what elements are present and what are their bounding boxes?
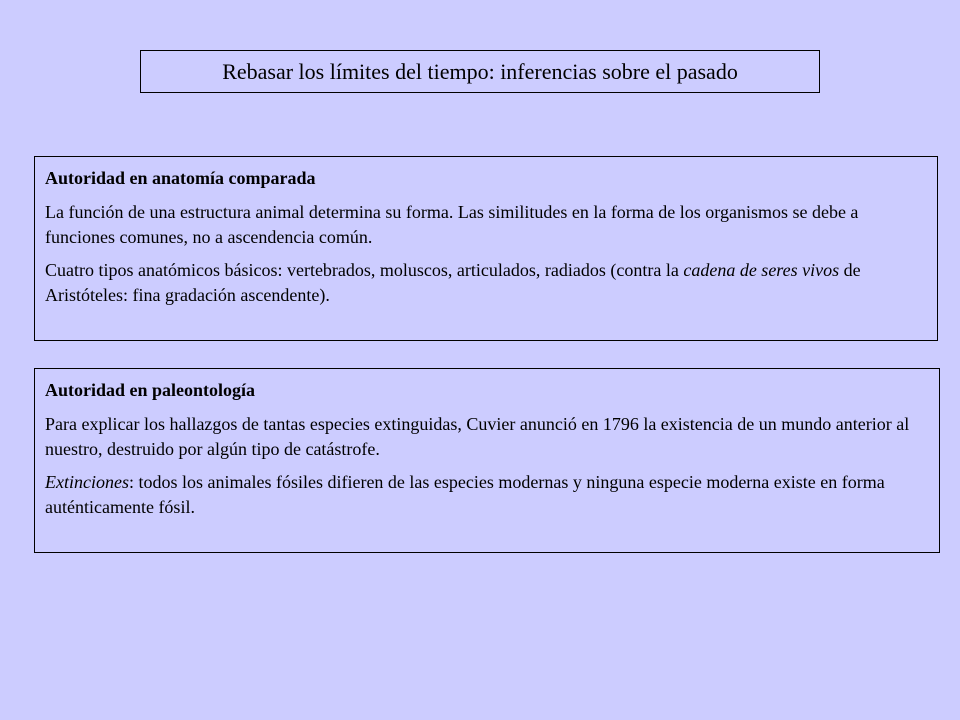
slide-title: Rebasar los límites del tiempo: inferencias sobre el pasado	[222, 58, 738, 84]
section-paragraph	[45, 258, 927, 308]
section-paragraph: Para explicar los hallazgos de tantas especies extinguidas, Cuvier anunció en 1796 la existencia de un mundo anterior al nuestro, destruido por algún tipo de catástrofe.	[45, 414, 910, 459]
section-heading: Autoridad en paleontología	[45, 380, 256, 400]
paragraph-text: de Aristóteles: fina gradación ascendente).	[45, 260, 861, 305]
section-paleontology	[34, 368, 940, 553]
section-paragraph: La función de una estructura animal determina su forma. Las similitudes en la forma de los organismos se debe a funciones comunes, no a ascendencia común.	[45, 202, 859, 247]
paragraph-text: Cuatro tipos anatómicos básicos: vertebrados, moluscos, articulados, radiados (contra la	[45, 260, 684, 280]
paragraph-text: : todos los animales fósiles difieren de las especies modernas y ninguna especie moderna existe en forma auténticamente fósil.	[45, 472, 885, 517]
italic-term: Extinciones	[45, 472, 129, 492]
section-comparative-anatomy	[34, 156, 938, 341]
section-heading: Autoridad en anatomía comparada	[45, 168, 316, 188]
section-paragraph	[45, 470, 929, 520]
italic-term: cadena de seres vivos	[683, 260, 840, 280]
slide-title-box	[140, 50, 820, 93]
